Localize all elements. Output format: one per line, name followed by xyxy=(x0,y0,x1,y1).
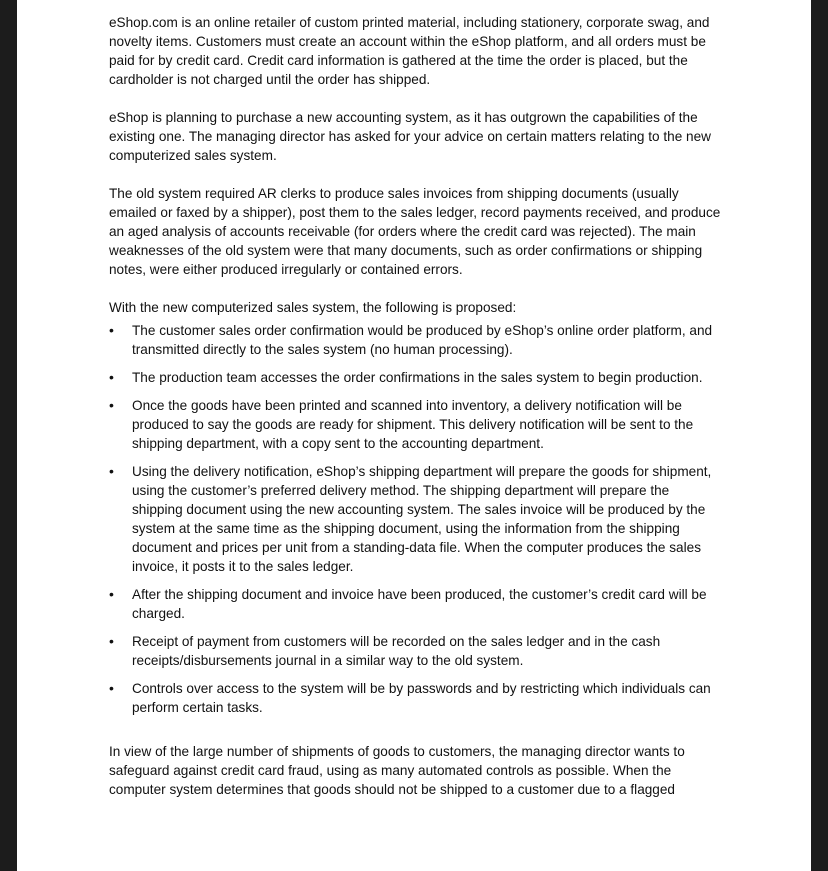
paragraph-company-overview: eShop.com is an online retailer of custom printed material, including stationery, corporate swag, and novelty items. Customers must create an account within the eShop platform, and all orders must be paid for by credit card. Credit card information is gathered at the time the order is placed, but the cardholder is not charged until the order has shipped. xyxy=(109,15,710,87)
paragraph-new-system: eShop is planning to purchase a new accounting system, as it has outgrown the capabilities of the existing one. The managing director has asked for your advice on certain matters relating to the new computerized sales system. xyxy=(109,110,711,163)
document-body xyxy=(109,13,721,818)
list-item-text: Using the delivery notification, eShop’s shipping department will prepare the goods for shipment, using the customer’s preferred delivery method. The shipping department will prepare the shipping document using the new accounting system. The sales invoice will be produced by the system at the same time as the shipping document, using the information from the shipping document and prices per unit from a standing-data file. When the computer produces the sales invoice, it posts it to the sales ledger. xyxy=(132,464,712,574)
list-item-text: The production team accesses the order confirmations in the sales system to begin production. xyxy=(132,370,703,385)
bullet-icon: • xyxy=(109,586,114,602)
list-item xyxy=(109,462,721,576)
paragraph-closing: In view of the large number of shipments of goods to customers, the managing director wants to safeguard against credit card fraud, using as many automated controls as possible. When the computer system determines that goods should not be shipped to a customer due to a flagged xyxy=(109,744,685,797)
list-intro: With the new computerized sales system, the following is proposed: xyxy=(109,300,517,315)
bullet-icon: • xyxy=(109,369,114,385)
list-item-text: After the shipping document and invoice have been produced, the customer’s credit card will be charged. xyxy=(132,587,707,621)
list-item xyxy=(109,321,721,359)
paragraph-old-system: The old system required AR clerks to produce sales invoices from shipping documents (usually emailed or faxed by a shipper), post them to the sales ledger, record payments received, and produce an aged analysis of accounts receivable (for orders where the credit card was rejected). The main weaknesses of the old system were that many documents, such as order confirmations or shipping notes, were either produced irregularly or contained errors. xyxy=(109,186,721,277)
proposal-list xyxy=(109,321,721,717)
document-page xyxy=(17,0,811,871)
bullet-icon: • xyxy=(109,397,114,413)
bullet-icon: • xyxy=(109,680,114,696)
list-item xyxy=(109,396,721,453)
bullet-icon: • xyxy=(109,463,114,479)
list-item xyxy=(109,368,721,387)
list-item-text: Once the goods have been printed and scanned into inventory, a delivery notification will be produced to say the goods are ready for shipment. This delivery notification will be sent to the shipping department, with a copy sent to the accounting department. xyxy=(132,398,694,451)
list-item xyxy=(109,632,721,670)
list-item-text: The customer sales order confirmation would be produced by eShop’s online order platform, and transmitted directly to the sales system (no human processing). xyxy=(132,323,713,357)
list-item-text: Controls over access to the system will be by passwords and by restricting which individuals can perform certain tasks. xyxy=(132,681,711,715)
list-item xyxy=(109,585,721,623)
bullet-icon: • xyxy=(109,322,114,338)
list-item-text: Receipt of payment from customers will be recorded on the sales ledger and in the cash receipts/disbursements journal in a similar way to the old system. xyxy=(132,634,661,668)
list-item xyxy=(109,679,721,717)
bullet-icon: • xyxy=(109,633,114,649)
